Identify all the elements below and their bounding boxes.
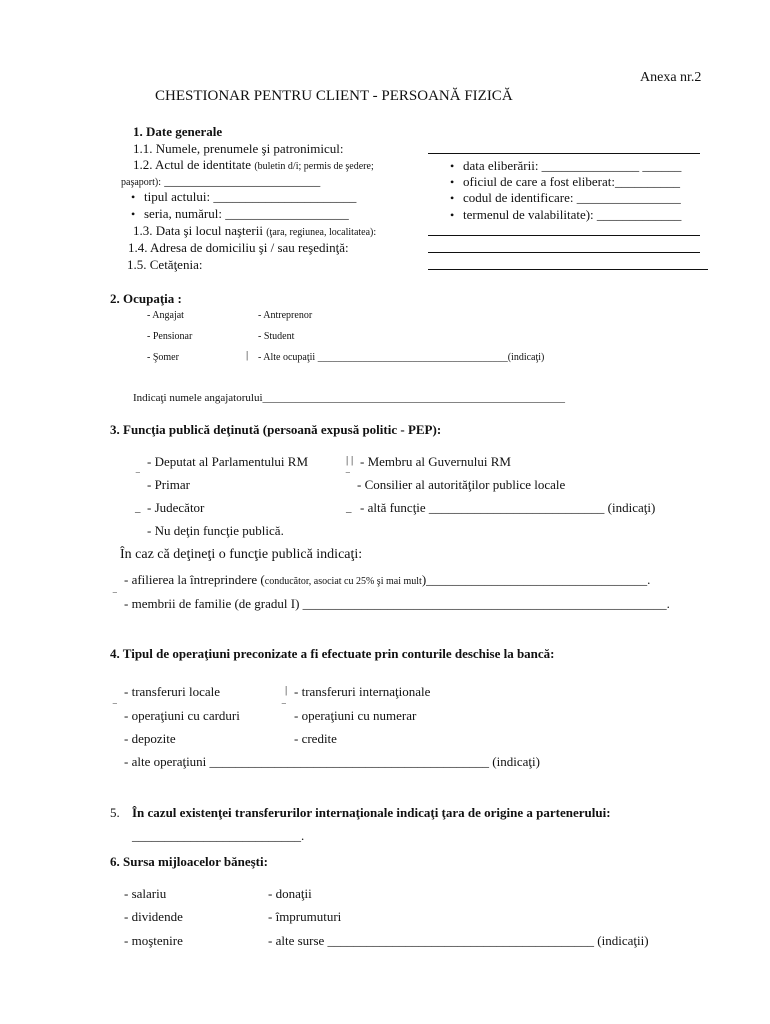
birth-field-line[interactable]: [428, 235, 700, 236]
page-title: CHESTIONAR PENTRU CLIENT - PERSOANĂ FIZICĂ: [155, 88, 513, 104]
checkbox-mark[interactable]: _: [346, 502, 352, 514]
pep-judge[interactable]: - Judecător: [147, 500, 205, 515]
address-field-line[interactable]: [428, 252, 700, 253]
pep-councillor[interactable]: - Consilier al autorităţilor publice locale: [357, 477, 566, 492]
section-1-heading: 1. Date generale: [133, 124, 223, 139]
id-label-text: 1.2. Actul de identitate: [133, 157, 252, 172]
source-salary[interactable]: - salariu: [124, 886, 167, 901]
checkbox-mark[interactable]: ‾: [113, 703, 117, 715]
op-local-transfers[interactable]: - transferuri locale: [124, 684, 221, 699]
occupation-unemployed[interactable]: - Şomer: [147, 352, 179, 363]
section-3-heading: 3. Funcţia publică deţinută (persoană expusă politic - PEP):: [110, 422, 442, 437]
op-cash[interactable]: - operaţiuni cu numerar: [294, 708, 417, 723]
issue-date-field[interactable]: • data eliberării: _______________ ______: [463, 158, 681, 174]
pep-mayor[interactable]: - Primar: [147, 477, 190, 492]
affiliation-label: - afilierea la întreprindere (: [124, 572, 265, 587]
id-note-2: paşaport):: [121, 177, 161, 188]
checkbox-mark[interactable]: ‾: [346, 472, 350, 484]
source-dividends[interactable]: - dividende: [124, 909, 183, 924]
name-label: 1.1. Numele, prenumele şi patronimicul:: [133, 141, 344, 156]
birth-label-text: 1.3. Data şi locul naşterii: [133, 223, 263, 238]
checkbox-mark[interactable]: ‾: [113, 592, 117, 604]
checkbox-mark[interactable]: _: [135, 502, 141, 514]
source-loans[interactable]: - împrumuturi: [268, 909, 342, 924]
affiliation-blank[interactable]: )__________________________________.: [421, 572, 651, 587]
annex-number: Anexa nr.2: [640, 70, 702, 85]
family-field[interactable]: - membrii de familie (de gradul I) ________________________________________________________.: [124, 596, 670, 611]
affiliation-note: conducător, asociat cu 25% şi mai mult: [264, 576, 422, 587]
checkbox-mark[interactable]: |: [285, 684, 288, 696]
pep-deputy[interactable]: - Deputat al Parlamentului RM: [147, 454, 309, 469]
checkbox-mark[interactable]: ‾: [282, 703, 286, 715]
source-inheritance[interactable]: - moştenire: [124, 933, 183, 948]
source-donations[interactable]: - donaţii: [268, 886, 312, 901]
id-code-field[interactable]: • codul de identificare: ________________: [463, 190, 681, 206]
source-other[interactable]: - alte surse _________________________________________ (indicaţii): [268, 933, 649, 948]
pep-other[interactable]: - altă funcţie ___________________________ (indicaţi): [360, 500, 656, 515]
occupation-employed[interactable]: - Angajat: [147, 310, 184, 321]
name-field-line[interactable]: [428, 153, 700, 154]
section-5-heading: În cazul existenţei transferurilor internaţionale indicaţi ţara de origine a partenerului:: [132, 805, 611, 820]
checkbox-mark[interactable]: | |: [346, 454, 354, 466]
id-blank[interactable]: ________________________: [164, 173, 321, 188]
birth-note: (ţara, regiunea, localitatea):: [266, 227, 377, 238]
validity-field[interactable]: • termenul de valabilitate): _____________: [463, 207, 681, 223]
op-cards[interactable]: - operaţiuni cu carduri: [124, 708, 240, 723]
pep-government[interactable]: - Membru al Guvernului RM: [360, 454, 511, 469]
occupation-student[interactable]: - Student: [258, 331, 295, 342]
partner-country-field[interactable]: __________________________.: [132, 828, 305, 843]
op-intl-transfers[interactable]: - transferuri internaţionale: [294, 684, 431, 699]
op-deposits[interactable]: - depozite: [124, 731, 176, 746]
occupation-pensioner[interactable]: - Pensionar: [147, 331, 193, 342]
op-credits[interactable]: - credite: [294, 731, 337, 746]
doc-type-field[interactable]: • tipul actului: ______________________: [144, 189, 356, 205]
pep-if-text: În caz că deţineţi o funcţie publică indicaţi:: [120, 547, 363, 562]
section-4-heading: 4. Tipul de operaţiuni preconizate a fi efectuate prin conturile deschise la bancă:: [110, 646, 555, 661]
address-label: 1.4. Adresa de domiciliu şi / sau reşedinţă:: [128, 240, 349, 255]
op-other[interactable]: - alte operaţiuni ___________________________________________ (indicaţi): [124, 754, 540, 769]
citizenship-field-line[interactable]: [428, 269, 708, 270]
affiliation-field[interactable]: [124, 572, 650, 590]
section-6-heading: 6. Sursa mijloacelor băneşti:: [110, 854, 268, 869]
doc-series-field[interactable]: • seria, numărul: ___________________: [144, 206, 349, 222]
issuing-office-field[interactable]: • oficiul de care a fost eliberat:__________: [463, 174, 680, 190]
occupation-other[interactable]: - Alte ocupaţii ______________________________________(indicaţi): [258, 352, 545, 363]
checkbox-mark[interactable]: ‾: [136, 472, 140, 484]
occupation-entrepreneur[interactable]: - Antreprenor: [258, 310, 313, 321]
employer-field[interactable]: Indicaţi numele angajatorului_______________________________________________________: [133, 392, 566, 404]
birth-label: [133, 223, 376, 241]
checkbox-mark[interactable]: |: [246, 349, 249, 361]
pep-none[interactable]: - Nu deţin funcţie publică.: [147, 523, 284, 538]
id-note: (buletin d/i; permis de şedere;: [254, 161, 374, 172]
section-2-heading: 2. Ocupaţia :: [110, 291, 182, 306]
section-5-number: 5.: [110, 805, 120, 820]
citizenship-label: 1.5. Cetăţenia:: [127, 257, 203, 272]
